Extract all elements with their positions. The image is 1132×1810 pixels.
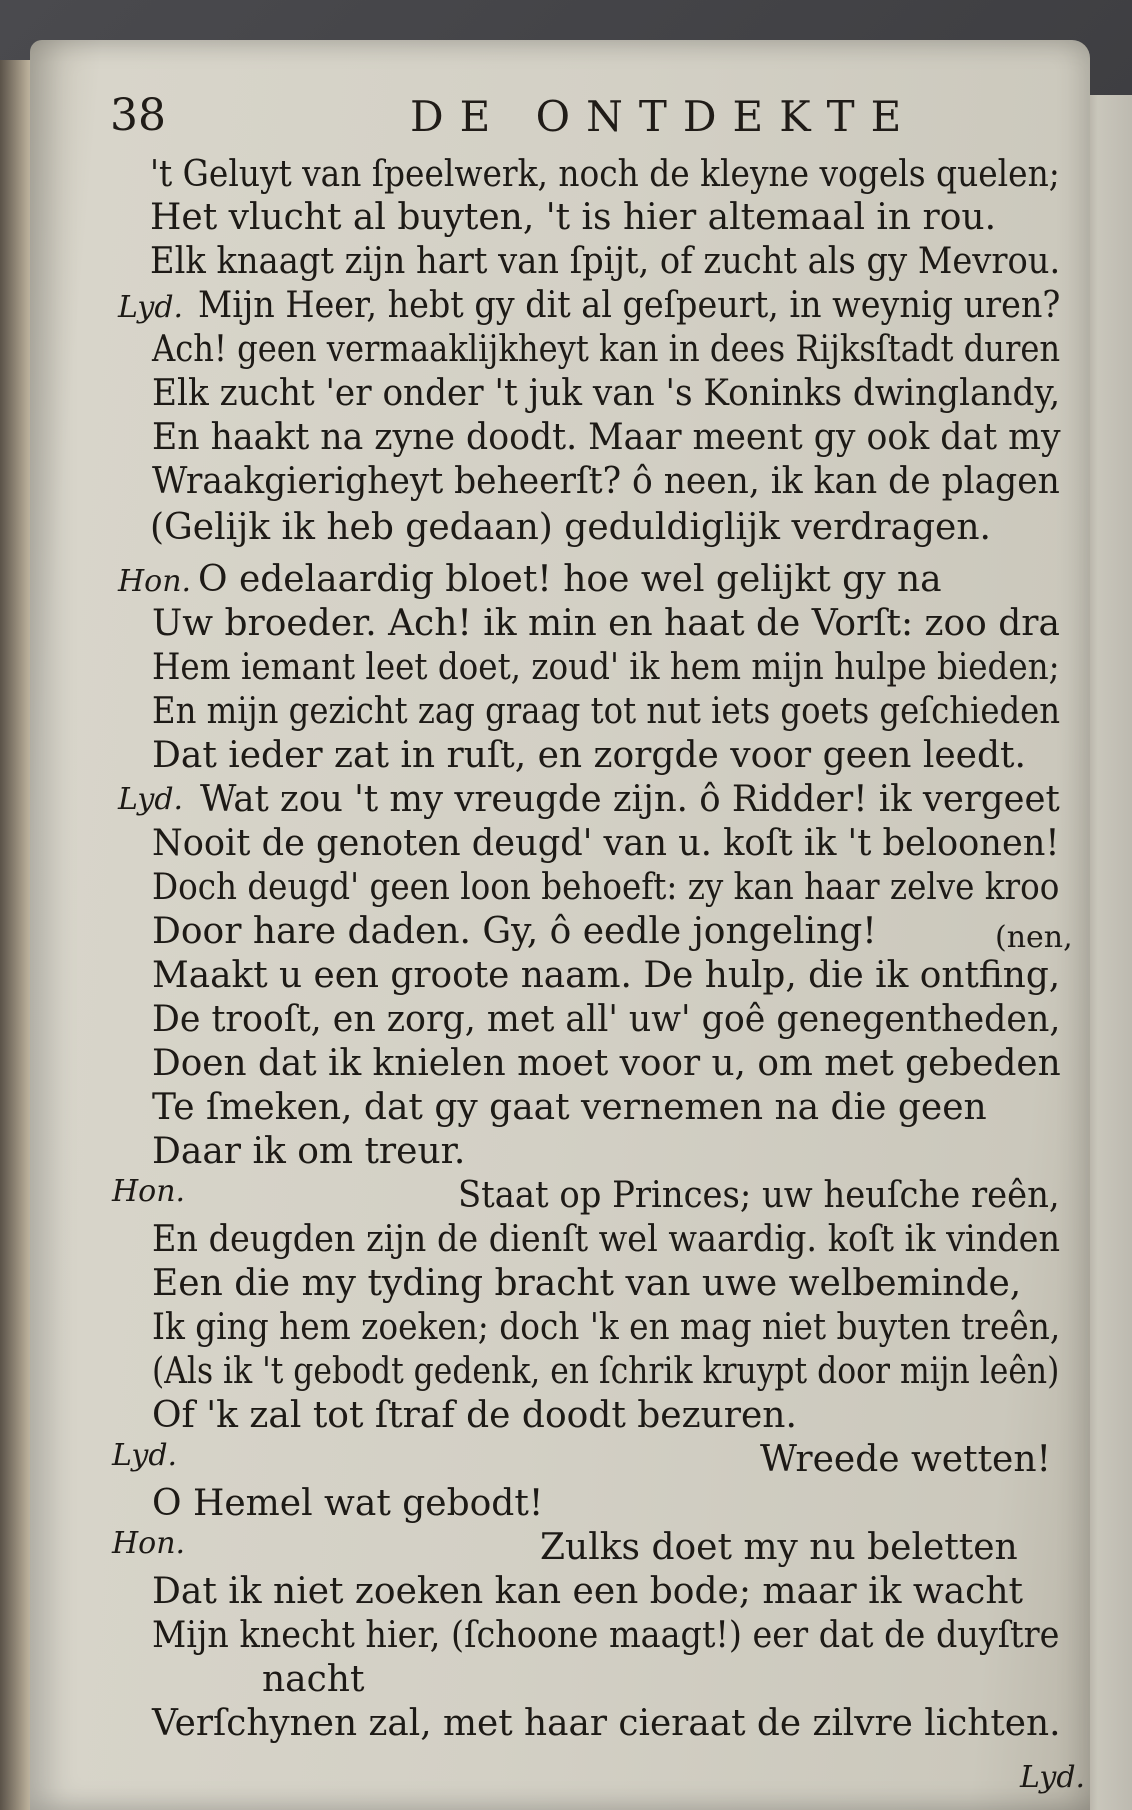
catchword: Lyd. [1020,1760,1086,1795]
verse-line: Maakt u een groote naam. De hulp, die ik ontfing, [152,955,1061,996]
verse-line: Te ſmeken, dat gy gaat vernemen na die geen [152,1087,987,1128]
speaker-label: Lyd. [118,290,184,325]
speaker-label: Hon. [112,1526,186,1561]
verse-line: Wraakgierigheyt beheerſt? ô neen, ik kan de plagen [152,461,1060,502]
verse-line: En mijn gezicht zag graag tot nut iets goets geſchieden [152,691,1061,732]
running-title: DE ONTDEKTE [410,92,918,141]
verse-line: (Als ik 't gebodt gedenk, en ſchrik kruypt door mijn leên) [152,1351,1060,1392]
verse-line: Elk knaagt zijn hart van ſpijt, of zucht als gy Mevrou. [150,241,1061,282]
verse-line: Verſchynen zal, met haar cieraat de zilvre lichten. [152,1703,1061,1744]
verse-line: Elk zucht 'er onder 't juk van 's Koninks dwinglandy, [152,373,1061,414]
verse-line: En haakt na zyne doodt. Maar meent gy ook dat my [152,417,1061,458]
verse-line: Mijn Heer, hebt gy dit al geſpeurt, in weynig uren? [198,285,1061,326]
verse-line: (Gelijk ik heb gedaan) geduldiglijk verdragen. [150,507,991,548]
verse-line: Hem iemant leet doet, zoud' ik hem mijn hulpe bieden; [152,647,1060,688]
verse-line: Daar ik om treur. [152,1131,466,1172]
verse-line: Doch deugd' geen loon behoeft: zy kan haar zelve kroo [152,867,1060,908]
verse-line: Ach! geen vermaaklijkheyt kan in dees Rijksſtadt duren [152,329,1061,370]
verse-line: Ik ging hem zoeken; doch 'k en mag niet buyten treên, [152,1307,1061,1348]
verse-line: Nooit de genoten deugd' van u. koſt ik 't beloonen! [152,823,1060,864]
verse-line: Doen dat ik knielen moet voor u, om met gebeden [152,1043,1061,1084]
verse-line: Staat op Princes; uw heuſche reên, [458,1175,1060,1216]
verse-line: Wreede wetten! [760,1439,1052,1480]
page-number: 38 [110,90,166,141]
verse-line: O edelaardig bloet! hoe wel gelijkt gy na [198,559,942,600]
verse-line: Of 'k zal tot ſtraf de doodt bezuren. [152,1395,797,1436]
verse-line: Het vlucht al buyten, 't is hier altemaal in rou. [150,197,997,238]
verse-line: En deugden zijn de dienſt wel waardig. koſt ik vinden [152,1219,1061,1260]
margin-note: (nen, [995,920,1073,955]
verse-line: Dat ieder zat in ruſt, en zorgde voor geen leedt. [152,735,1026,776]
verse-line: nacht [262,1659,365,1700]
verse-line: 't Geluyt van ſpeelwerk, noch de kleyne vogels quelen; [150,154,1060,195]
speaker-label: Hon. [112,1174,186,1209]
verse-line: De trooſt, en zorg, met all' uw' goê genegentheden, [152,999,1061,1040]
speaker-label: Lyd. [112,1438,178,1473]
verse-line: Dat ik niet zoeken kan een bode; maar ik wacht [152,1571,1023,1612]
verse-line: Zulks doet my nu beletten [540,1527,1018,1568]
page-header [80,90,940,150]
speaker-label: Lyd. [118,782,184,817]
verse-line: Een die my tyding bracht van uwe welbeminde, [152,1263,1022,1304]
verse-line: Door hare daden. Gy, ô eedle jongeling! [152,911,877,952]
verse-line: O Hemel wat gebodt! [152,1483,544,1524]
verse-line: Uw broeder. Ach! ik min en haat de Vorſt: zoo dra [152,603,1060,644]
verse-line: Mijn knecht hier, (ſchoone maagt!) eer dat de duyſtre [152,1615,1060,1656]
verse-line: Wat zou 't my vreugde zijn. ô Ridder! ik vergeet [200,779,1060,820]
speaker-label: Hon. [118,564,192,599]
